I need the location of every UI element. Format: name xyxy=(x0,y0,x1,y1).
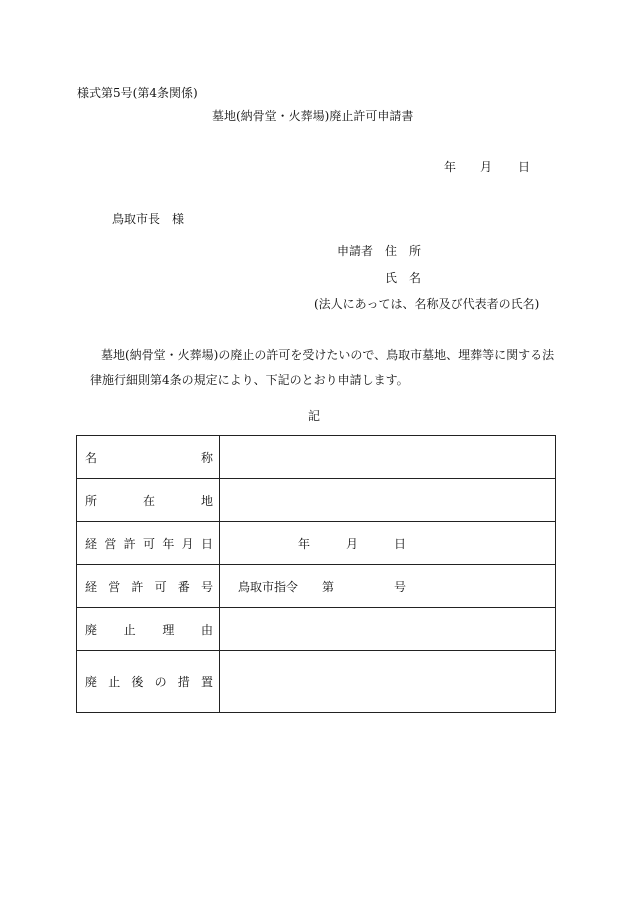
label-char: 称 xyxy=(200,450,213,465)
applicant-label: 申請者 xyxy=(337,244,374,258)
value-name-cell[interactable] xyxy=(220,436,556,479)
label-char: 理 xyxy=(162,622,175,637)
label-char: 後 xyxy=(131,675,144,689)
row-label-location xyxy=(77,479,220,522)
permit-month: 月 xyxy=(346,536,359,551)
table-row xyxy=(77,608,556,651)
row-label-permit-date xyxy=(77,522,220,565)
label-char: 名 xyxy=(85,450,98,465)
applicant-address-row xyxy=(337,245,421,257)
label-char: 番 xyxy=(177,579,190,594)
table-row xyxy=(77,436,556,479)
body-text-line-2: 律施行細則第4条の規定により、下記のとおり申請します。 xyxy=(90,373,409,387)
details-table xyxy=(76,435,556,713)
date-day: 日 xyxy=(518,160,531,174)
table-row xyxy=(77,565,556,608)
name-label: 氏 名 xyxy=(385,271,422,285)
row-label-permit-number xyxy=(77,565,220,608)
label-char: 措 xyxy=(177,675,190,689)
row-label-name xyxy=(77,436,220,479)
value-after-measures-cell[interactable] xyxy=(220,651,556,713)
label-char: 止 xyxy=(108,675,121,689)
form-number: 様式第5号(第4条関係) xyxy=(77,86,198,100)
address-label: 住 所 xyxy=(385,244,422,258)
label-char: 在 xyxy=(142,493,155,508)
permit-day: 日 xyxy=(394,536,407,551)
label-char: 年 xyxy=(162,536,175,551)
row-label-after-measures xyxy=(77,651,220,713)
permit-dai: 第 xyxy=(322,579,335,594)
value-permit-date-cell[interactable] xyxy=(220,522,556,565)
label-char: の xyxy=(154,675,167,689)
label-char: 営 xyxy=(104,536,117,551)
corporation-note: (法人にあっては、名称及び代表者の氏名) xyxy=(314,297,540,311)
table-row xyxy=(77,479,556,522)
document-title: 墓地(納骨堂・火葬場)廃止許可申請書 xyxy=(212,109,414,123)
date-line xyxy=(444,161,530,173)
body-text-line-1: 墓地(納骨堂・火葬場)の廃止の許可を受けたいので、鳥取市墓地、埋葬等に関する法 xyxy=(101,348,555,362)
ki-label: 記 xyxy=(308,409,321,423)
permit-go: 号 xyxy=(394,579,407,594)
label-char: 所 xyxy=(85,493,98,508)
label-char: 号 xyxy=(200,579,213,594)
permit-year: 年 xyxy=(298,536,311,551)
date-year: 年 xyxy=(444,160,457,174)
permit-prefix: 鳥取市指令 xyxy=(238,579,299,594)
value-permit-number-cell[interactable] xyxy=(220,565,556,608)
label-char: 可 xyxy=(154,579,167,594)
label-char: 可 xyxy=(142,536,155,551)
label-char: 許 xyxy=(123,536,136,551)
label-char: 廃 xyxy=(85,622,98,637)
label-char: 由 xyxy=(200,622,213,637)
label-char: 止 xyxy=(123,622,136,637)
label-char: 置 xyxy=(200,675,213,689)
value-location-cell[interactable] xyxy=(220,479,556,522)
table-row xyxy=(77,522,556,565)
label-char: 経 xyxy=(85,579,98,594)
date-month: 月 xyxy=(480,160,493,174)
label-char: 許 xyxy=(131,579,144,594)
label-char: 経 xyxy=(85,536,98,551)
addressee: 鳥取市長 様 xyxy=(112,212,185,226)
table-row xyxy=(77,651,556,713)
label-char: 月 xyxy=(181,536,194,551)
row-label-reason xyxy=(77,608,220,651)
label-char: 日 xyxy=(200,536,213,551)
label-char: 営 xyxy=(108,579,121,594)
label-char: 廃 xyxy=(85,675,98,689)
label-char: 地 xyxy=(200,493,213,508)
value-reason-cell[interactable] xyxy=(220,608,556,651)
